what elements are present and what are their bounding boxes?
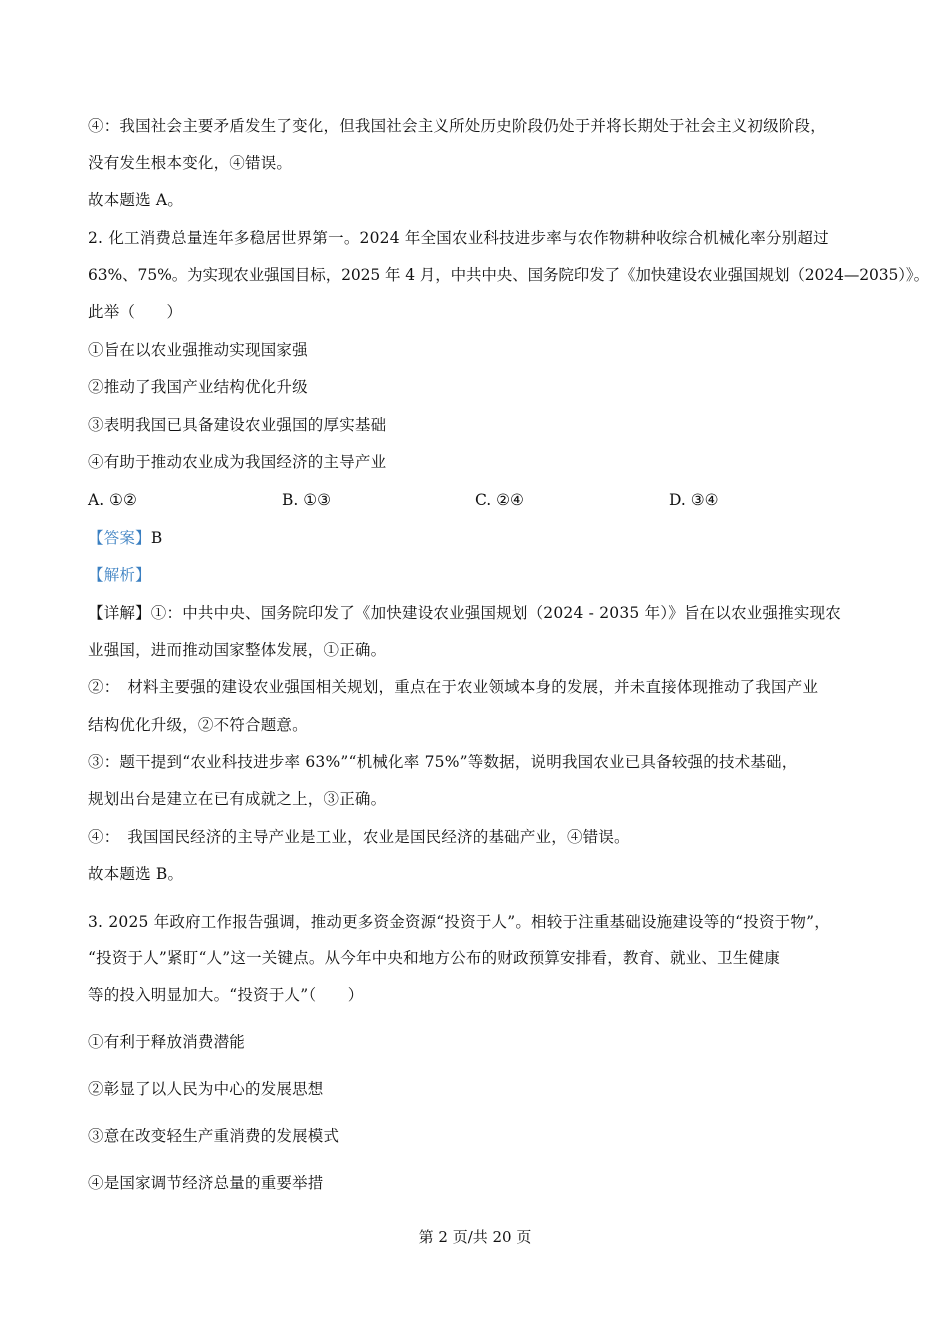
analysis-line: ②： 材料主要强的建设农业强国相关规划，重点在于农业领域本身的发展，并未直接体现推动了我国产业: [88, 678, 819, 696]
option-c: C. ②④: [475, 491, 524, 509]
analysis-line: 【详解】①：中共中央、国务院印发了《加快建设农业强国规划（2024 - 2035 年）》旨在以农业强推实现农: [88, 604, 841, 622]
question-stem: “投资于人”紧盯“人”这一关键点。从今年中央和地方公布的财政预算安排看，教育、就业、卫生健康: [88, 949, 780, 967]
analysis-tag: 【解析】: [88, 566, 151, 584]
text-line: ④：我国社会主要矛盾发生了变化，但我国社会主义所处历史阶段仍处于并将长期处于社会主义初级阶段，: [88, 117, 826, 135]
analysis-line: 故本题选 B。: [88, 865, 184, 883]
answer-tag: 【答案】: [88, 529, 151, 547]
text-line: 没有发生根本变化，④错误。: [88, 154, 293, 172]
analysis-line: 规划出台是建立在已有成就之上，③正确。: [88, 790, 387, 808]
option-d: D. ③④: [669, 491, 719, 509]
choice-statement: ②彰显了以人民为中心的发展思想: [88, 1080, 324, 1098]
question-stem: 2. 化工消费总量连年多稳居世界第一。2024 年全国农业科技进步率与农作物耕种收综合机械化率分别超过: [88, 229, 829, 247]
analysis-line: 业强国，进而推动国家整体发展，①正确。: [88, 641, 387, 659]
question-stem: 63%、75%。为实现农业强国目标，2025 年 4 月，中共中央、国务院印发了《加快建设农业强国规划（2024—2035）》。: [88, 266, 929, 284]
choice-statement: ④有助于推动农业成为我国经济的主导产业: [88, 453, 387, 471]
choice-statement: ③意在改变轻生产重消费的发展模式: [88, 1127, 340, 1145]
analysis-line: ④： 我国国民经济的主导产业是工业，农业是国民经济的基础产业，④错误。: [88, 828, 630, 846]
analysis-line: ③：题干提到“农业科技进步率 63%”“机械化率 75%”等数据，说明我国农业已具备较强的技术基础，: [88, 753, 798, 771]
choice-statement: ①旨在以农业强推动实现国家强: [88, 341, 308, 359]
page-footer: 第 2 页/共 20 页: [418, 1228, 532, 1246]
choice-statement: ①有利于释放消费潜能: [88, 1033, 246, 1051]
question-stem: 3. 2025 年政府工作报告强调，推动更多资金资源“投资于人”。相较于注重基础设施建设等的“投资于物”，: [88, 913, 830, 931]
option-b: B. ①③: [282, 491, 332, 509]
option-a: A. ①②: [88, 491, 137, 509]
analysis-line: 结构优化升级，②不符合题意。: [88, 716, 308, 734]
choice-statement: ②推动了我国产业结构优化升级: [88, 378, 308, 396]
answer-line: [88, 528, 162, 548]
question-stem: 等的投入明显加大。“投资于人”（ ）: [88, 986, 364, 1004]
choice-statement: ③表明我国已具备建设农业强国的厚实基础: [88, 416, 387, 434]
choice-statement: ④是国家调节经济总量的重要举措: [88, 1174, 324, 1192]
answer-value: B: [150, 529, 163, 547]
text-line: 故本题选 A。: [88, 191, 184, 209]
question-stem: 此举（ ）: [88, 303, 183, 321]
